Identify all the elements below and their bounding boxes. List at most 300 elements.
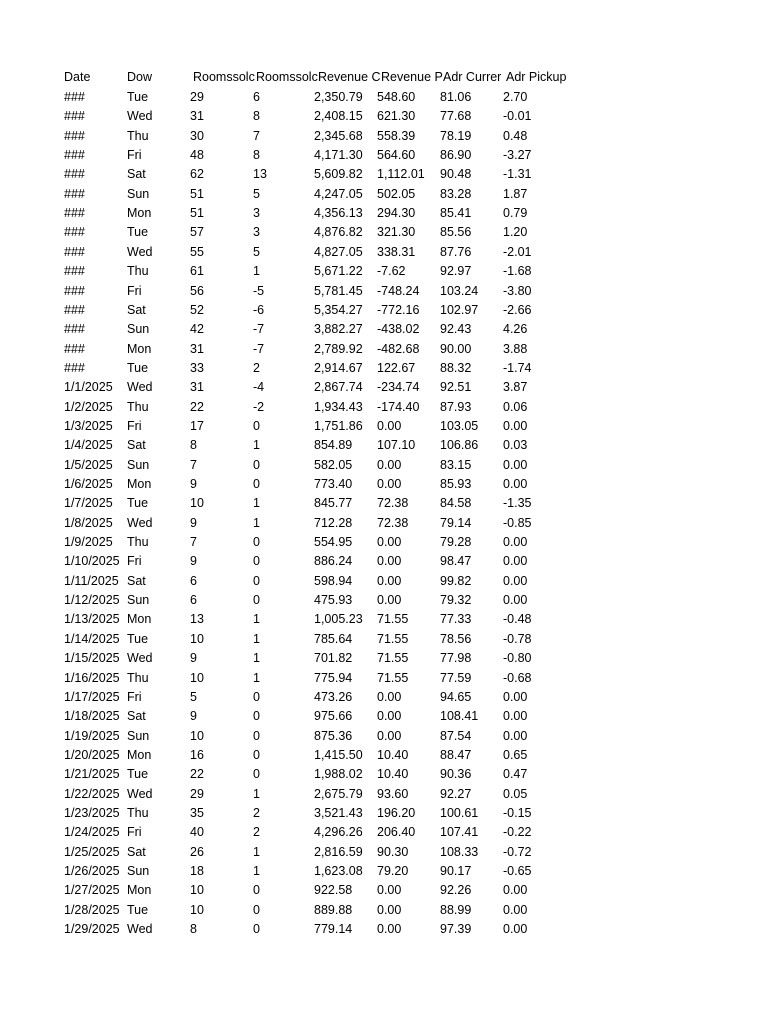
cell-revenue-current: 5,781.45	[314, 283, 363, 298]
table-row	[0, 727, 768, 746]
cell-revenue-pickup: -482.68	[377, 341, 420, 356]
cell-date: 1/3/2025	[64, 418, 113, 433]
cell-dow: Sun	[127, 593, 150, 608]
cell-dow: Wed	[127, 786, 153, 801]
cell-revenue-current: 701.82	[314, 651, 353, 666]
cell-date: ###	[64, 90, 85, 104]
table-row	[0, 669, 768, 688]
cell-rooms-current: 10	[190, 902, 204, 917]
cell-dow: Thu	[127, 399, 149, 414]
cell-rooms-pickup: 5	[253, 244, 260, 259]
cell-rooms-current: 10	[190, 496, 204, 511]
cell-dow: Wed	[127, 109, 153, 124]
cell-date: 1/9/2025	[64, 535, 113, 550]
cell-revenue-current: 4,876.82	[314, 225, 363, 240]
cell-rooms-current: 9	[190, 651, 197, 666]
cell-revenue-current: 598.94	[314, 573, 353, 588]
cell-adr-current: 108.33	[440, 844, 479, 859]
table-row	[0, 127, 768, 146]
cell-adr-current: 92.51	[440, 380, 472, 395]
cell-revenue-current: 4,356.13	[314, 206, 363, 221]
cell-adr-current: 77.59	[440, 670, 472, 685]
cell-rooms-pickup: 3	[253, 206, 260, 221]
cell-rooms-current: 51	[190, 186, 204, 201]
cell-adr-current: 78.56	[440, 631, 472, 646]
cell-dow: Thu	[127, 670, 149, 685]
cell-dow: Mon	[127, 477, 152, 491]
cell-adr-pickup: 0.05	[503, 786, 528, 801]
cell-revenue-current: 712.28	[314, 515, 353, 530]
table-row	[0, 378, 768, 397]
cell-rooms-pickup: 1	[253, 651, 260, 666]
cell-rooms-current: 16	[190, 747, 204, 762]
cell-revenue-current: 2,675.79	[314, 786, 363, 801]
cell-adr-pickup: 0.00	[503, 902, 528, 917]
cell-adr-current: 88.47	[440, 747, 472, 762]
cell-dow: Sun	[127, 322, 150, 337]
cell-rooms-pickup: -2	[253, 399, 265, 414]
cell-rooms-current: 10	[190, 631, 204, 646]
table-row	[0, 282, 768, 301]
cell-date: 1/17/2025	[64, 689, 120, 704]
cell-adr-current: 77.68	[440, 109, 472, 124]
cell-revenue-pickup: 0.00	[377, 689, 402, 704]
header-revenue-current: Revenue C	[318, 70, 381, 84]
table-row	[0, 862, 768, 881]
cell-rooms-pickup: 1	[253, 670, 260, 685]
cell-date: 1/26/2025	[64, 864, 120, 878]
cell-rooms-pickup: 13	[253, 167, 267, 182]
cell-rooms-pickup: 3	[253, 225, 260, 240]
cell-revenue-pickup: 90.30	[377, 844, 409, 859]
cell-adr-pickup: -2.66	[503, 302, 532, 317]
cell-adr-pickup: 0.00	[503, 728, 528, 743]
cell-rooms-current: 52	[190, 302, 204, 317]
cell-adr-current: 103.05	[440, 418, 479, 433]
cell-adr-pickup: 1.20	[503, 225, 528, 240]
cell-date: 1/2/2025	[64, 399, 113, 414]
cell-date: 1/24/2025	[64, 825, 120, 840]
table-row	[0, 340, 768, 359]
cell-adr-current: 88.32	[440, 360, 472, 375]
cell-revenue-current: 886.24	[314, 554, 353, 569]
cell-dow: Wed	[127, 380, 153, 395]
table-row	[0, 146, 768, 165]
cell-revenue-current: 775.94	[314, 670, 353, 685]
cell-rooms-current: 57	[190, 225, 204, 240]
cell-revenue-current: 875.36	[314, 728, 353, 743]
cell-rooms-pickup: 5	[253, 186, 260, 201]
cell-adr-pickup: 0.00	[503, 535, 528, 550]
cell-revenue-current: 4,247.05	[314, 186, 363, 201]
cell-revenue-current: 854.89	[314, 438, 353, 453]
cell-rooms-pickup: 1	[253, 612, 260, 627]
cell-adr-current: 81.06	[440, 90, 472, 104]
cell-adr-pickup: 0.00	[503, 573, 528, 588]
cell-date: 1/18/2025	[64, 709, 120, 724]
cell-adr-current: 97.39	[440, 922, 472, 937]
cell-adr-pickup: 2.70	[503, 90, 528, 104]
cell-date: 1/4/2025	[64, 438, 113, 453]
cell-revenue-pickup: 621.30	[377, 109, 416, 124]
table-row	[0, 804, 768, 823]
cell-dow: Fri	[127, 418, 142, 433]
cell-rooms-pickup: 8	[253, 148, 260, 163]
cell-revenue-pickup: 502.05	[377, 186, 416, 201]
cell-adr-current: 84.58	[440, 496, 472, 511]
table-row	[0, 165, 768, 184]
cell-adr-pickup: -0.01	[503, 109, 532, 124]
cell-date: 1/7/2025	[64, 496, 113, 511]
table-row	[0, 920, 768, 939]
cell-rooms-current: 10	[190, 883, 204, 898]
cell-rooms-pickup: 1	[253, 496, 260, 511]
cell-date: 1/23/2025	[64, 805, 120, 820]
cell-revenue-current: 2,867.74	[314, 380, 363, 395]
cell-revenue-pickup: 321.30	[377, 225, 416, 240]
cell-revenue-current: 2,816.59	[314, 844, 363, 859]
header-revenue-pickup: Revenue P	[381, 70, 443, 84]
cell-dow: Tue	[127, 360, 149, 375]
cell-revenue-current: 4,296.26	[314, 825, 363, 840]
cell-adr-current: 103.24	[440, 283, 479, 298]
cell-rooms-pickup: -7	[253, 341, 265, 356]
cell-adr-pickup: -1.74	[503, 360, 532, 375]
cell-dow: Sun	[127, 728, 150, 743]
cell-rooms-pickup: 0	[253, 593, 260, 608]
cell-date: 1/8/2025	[64, 515, 113, 530]
cell-revenue-pickup: 10.40	[377, 767, 409, 782]
cell-rooms-current: 62	[190, 167, 204, 182]
cell-adr-pickup: 0.03	[503, 438, 528, 453]
cell-adr-current: 86.90	[440, 148, 472, 163]
table-row	[0, 823, 768, 842]
cell-rooms-pickup: 0	[253, 883, 260, 898]
cell-revenue-pickup: 338.31	[377, 244, 416, 259]
cell-rooms-current: 8	[190, 922, 197, 937]
table-row	[0, 417, 768, 436]
cell-rooms-pickup: 0	[253, 535, 260, 550]
table-row	[0, 533, 768, 552]
cell-rooms-current: 17	[190, 418, 204, 433]
cell-rooms-current: 26	[190, 844, 204, 859]
cell-rooms-current: 6	[190, 573, 197, 588]
cell-adr-pickup: -1.31	[503, 167, 532, 182]
cell-revenue-current: 4,827.05	[314, 244, 363, 259]
cell-revenue-pickup: 122.67	[377, 360, 416, 375]
cell-revenue-pickup: 0.00	[377, 709, 402, 724]
cell-dow: Mon	[127, 612, 152, 627]
cell-adr-pickup: -2.01	[503, 244, 532, 259]
table-row	[0, 572, 768, 591]
table-row	[0, 688, 768, 707]
cell-date: 1/20/2025	[64, 747, 120, 762]
cell-rooms-pickup: 2	[253, 360, 260, 375]
cell-adr-current: 90.17	[440, 864, 472, 878]
cell-rooms-current: 9	[190, 515, 197, 530]
cell-adr-current: 92.27	[440, 786, 472, 801]
cell-dow: Thu	[127, 535, 149, 550]
header-rooms-current: Roomssolc	[193, 70, 255, 84]
cell-revenue-pickup: 0.00	[377, 418, 402, 433]
cell-date: 1/12/2025	[64, 593, 120, 608]
cell-adr-pickup: 0.00	[503, 689, 528, 704]
cell-revenue-current: 2,789.92	[314, 341, 363, 356]
cell-rooms-pickup: 2	[253, 805, 260, 820]
cell-rooms-current: 18	[190, 864, 204, 878]
cell-rooms-pickup: 0	[253, 747, 260, 762]
cell-rooms-pickup: 0	[253, 709, 260, 724]
cell-rooms-pickup: 1	[253, 864, 260, 878]
cell-revenue-current: 975.66	[314, 709, 353, 724]
table-row	[0, 630, 768, 649]
cell-date: ###	[64, 225, 85, 240]
cell-revenue-pickup: -772.16	[377, 302, 420, 317]
cell-date: ###	[64, 109, 85, 124]
cell-adr-current: 77.33	[440, 612, 472, 627]
cell-revenue-current: 785.64	[314, 631, 353, 646]
cell-dow: Sat	[127, 709, 146, 724]
cell-dow: Mon	[127, 341, 152, 356]
cell-revenue-current: 1,751.86	[314, 418, 363, 433]
cell-revenue-current: 582.05	[314, 457, 353, 472]
cell-dow: Tue	[127, 767, 149, 782]
table-row	[0, 475, 768, 494]
cell-adr-current: 108.41	[440, 709, 479, 724]
cell-dow: Mon	[127, 206, 152, 221]
header-rooms-pickup: Roomssolc	[256, 70, 318, 84]
cell-rooms-current: 55	[190, 244, 204, 259]
cell-rooms-current: 29	[190, 90, 204, 104]
cell-adr-pickup: -3.27	[503, 148, 532, 163]
cell-rooms-current: 29	[190, 786, 204, 801]
cell-revenue-pickup: 558.39	[377, 128, 416, 143]
cell-revenue-pickup: 107.10	[377, 438, 416, 453]
cell-adr-pickup: 0.00	[503, 477, 528, 491]
cell-adr-pickup: 0.00	[503, 418, 528, 433]
cell-revenue-current: 889.88	[314, 902, 353, 917]
cell-rooms-current: 13	[190, 612, 204, 627]
cell-rooms-pickup: 0	[253, 418, 260, 433]
cell-revenue-pickup: -748.24	[377, 283, 420, 298]
table-row	[0, 649, 768, 668]
cell-adr-current: 99.82	[440, 573, 472, 588]
cell-adr-pickup: -0.78	[503, 631, 532, 646]
cell-dow: Sat	[127, 302, 146, 317]
cell-revenue-current: 554.95	[314, 535, 353, 550]
header-adr-pickup: Adr Pickup	[506, 70, 567, 84]
cell-dow: Sun	[127, 186, 150, 201]
cell-date: ###	[64, 206, 85, 221]
table-row	[0, 494, 768, 513]
cell-rooms-current: 22	[190, 399, 204, 414]
cell-rooms-current: 61	[190, 264, 204, 279]
cell-revenue-current: 845.77	[314, 496, 353, 511]
cell-revenue-pickup: 10.40	[377, 747, 409, 762]
cell-adr-pickup: 0.48	[503, 128, 528, 143]
cell-revenue-pickup: 0.00	[377, 883, 402, 898]
table-row	[0, 223, 768, 242]
cell-adr-current: 87.54	[440, 728, 472, 743]
cell-rooms-current: 33	[190, 360, 204, 375]
cell-revenue-current: 5,671.22	[314, 264, 363, 279]
cell-rooms-current: 10	[190, 728, 204, 743]
cell-rooms-current: 31	[190, 380, 204, 395]
cell-dow: Thu	[127, 128, 149, 143]
cell-date: 1/11/2025	[64, 573, 119, 588]
cell-rooms-pickup: 1	[253, 515, 260, 530]
cell-adr-current: 78.19	[440, 128, 472, 143]
cell-dow: Sun	[127, 864, 150, 878]
cell-rooms-pickup: -6	[253, 302, 265, 317]
cell-dow: Tue	[127, 225, 149, 240]
cell-date: ###	[64, 128, 85, 143]
cell-adr-current: 83.28	[440, 186, 472, 201]
cell-adr-current: 77.98	[440, 651, 472, 666]
cell-revenue-pickup: -234.74	[377, 380, 420, 395]
cell-rooms-current: 56	[190, 283, 204, 298]
cell-date: 1/6/2025	[64, 477, 113, 491]
cell-adr-pickup: -1.68	[503, 264, 532, 279]
cell-revenue-pickup: 0.00	[377, 457, 402, 472]
cell-dow: Tue	[127, 631, 149, 646]
cell-rooms-current: 5	[190, 689, 197, 704]
cell-adr-pickup: -0.68	[503, 670, 532, 685]
cell-rooms-current: 48	[190, 148, 204, 163]
cell-adr-current: 90.00	[440, 341, 472, 356]
cell-dow: Mon	[127, 883, 152, 898]
cell-adr-pickup: 0.47	[503, 767, 528, 782]
cell-rooms-pickup: 0	[253, 477, 260, 491]
cell-dow: Wed	[127, 922, 153, 937]
cell-dow: Wed	[127, 244, 153, 259]
cell-revenue-pickup: -7.62	[377, 264, 406, 279]
cell-adr-pickup: -0.72	[503, 844, 532, 859]
cell-adr-pickup: 0.00	[503, 883, 528, 898]
cell-adr-current: 92.43	[440, 322, 472, 337]
cell-revenue-current: 5,354.27	[314, 302, 363, 317]
cell-rooms-current: 31	[190, 341, 204, 356]
cell-dow: Fri	[127, 283, 142, 298]
cell-revenue-pickup: 564.60	[377, 148, 416, 163]
cell-adr-pickup: 3.87	[503, 380, 528, 395]
cell-revenue-pickup: 93.60	[377, 786, 409, 801]
cell-revenue-pickup: -174.40	[377, 399, 420, 414]
cell-adr-pickup: -1.35	[503, 496, 532, 511]
cell-date: 1/19/2025	[64, 728, 120, 743]
cell-adr-current: 79.32	[440, 593, 472, 608]
cell-date: ###	[64, 322, 85, 337]
table-row	[0, 185, 768, 204]
cell-adr-current: 107.41	[440, 825, 479, 840]
cell-adr-current: 83.15	[440, 457, 472, 472]
cell-revenue-pickup: 0.00	[377, 922, 402, 937]
cell-rooms-pickup: 0	[253, 902, 260, 917]
cell-adr-current: 106.86	[440, 438, 479, 453]
cell-dow: Sat	[127, 573, 146, 588]
cell-date: 1/10/2025	[64, 554, 120, 569]
cell-dow: Tue	[127, 90, 149, 104]
cell-rooms-pickup: 0	[253, 457, 260, 472]
cell-adr-pickup: 0.00	[503, 554, 528, 569]
cell-rooms-pickup: 0	[253, 767, 260, 782]
table-row	[0, 881, 768, 900]
cell-adr-current: 79.28	[440, 535, 472, 550]
cell-date: 1/14/2025	[64, 631, 120, 646]
cell-date: ###	[64, 244, 85, 259]
cell-revenue-current: 1,415.50	[314, 747, 363, 762]
cell-adr-current: 79.14	[440, 515, 472, 530]
cell-rooms-pickup: 0	[253, 554, 260, 569]
cell-adr-current: 98.47	[440, 554, 472, 569]
cell-adr-pickup: -0.48	[503, 612, 532, 627]
cell-date: ###	[64, 264, 85, 279]
table-row	[0, 765, 768, 784]
cell-revenue-pickup: 71.55	[377, 612, 409, 627]
cell-rooms-current: 35	[190, 805, 204, 820]
cell-revenue-current: 1,623.08	[314, 864, 363, 878]
cell-adr-current: 90.48	[440, 167, 472, 182]
cell-adr-pickup: -3.80	[503, 283, 532, 298]
table-row	[0, 785, 768, 804]
cell-date: 1/28/2025	[64, 902, 120, 917]
cell-adr-pickup: 1.87	[503, 186, 528, 201]
cell-dow: Thu	[127, 264, 149, 279]
cell-dow: Sat	[127, 167, 146, 182]
cell-revenue-pickup: 548.60	[377, 90, 416, 104]
table-row	[0, 320, 768, 339]
cell-revenue-pickup: -438.02	[377, 322, 420, 337]
cell-revenue-current: 2,345.68	[314, 128, 363, 143]
header-date: Date	[64, 70, 91, 84]
cell-date: 1/1/2025	[64, 380, 113, 395]
cell-rooms-pickup: 0	[253, 689, 260, 704]
cell-rooms-pickup: -5	[253, 283, 265, 298]
table-row	[0, 456, 768, 475]
cell-rooms-current: 31	[190, 109, 204, 124]
cell-adr-current: 92.97	[440, 264, 472, 279]
table-row	[0, 901, 768, 920]
cell-revenue-pickup: 0.00	[377, 593, 402, 608]
cell-adr-current: 88.99	[440, 902, 472, 917]
cell-rooms-current: 9	[190, 477, 197, 491]
cell-dow: Fri	[127, 689, 142, 704]
cell-adr-pickup: -0.85	[503, 515, 532, 530]
cell-date: 1/5/2025	[64, 457, 113, 472]
cell-revenue-current: 1,005.23	[314, 612, 363, 627]
cell-date: ###	[64, 283, 85, 298]
cell-dow: Sat	[127, 844, 146, 859]
cell-adr-pickup: -0.15	[503, 805, 532, 820]
cell-revenue-current: 2,350.79	[314, 90, 363, 104]
cell-date: ###	[64, 186, 85, 201]
cell-revenue-pickup: 0.00	[377, 554, 402, 569]
cell-revenue-pickup: 0.00	[377, 477, 402, 491]
cell-date: ###	[64, 302, 85, 317]
cell-rooms-pickup: 1	[253, 438, 260, 453]
cell-dow: Fri	[127, 825, 142, 840]
cell-rooms-pickup: 1	[253, 786, 260, 801]
cell-date: ###	[64, 167, 85, 182]
cell-date: 1/22/2025	[64, 786, 120, 801]
cell-rooms-current: 30	[190, 128, 204, 143]
cell-dow: Thu	[127, 805, 149, 820]
cell-date: 1/27/2025	[64, 883, 120, 898]
cell-dow: Tue	[127, 496, 149, 511]
table-row	[0, 262, 768, 281]
cell-date: 1/15/2025	[64, 651, 120, 666]
cell-rooms-pickup: 0	[253, 573, 260, 588]
